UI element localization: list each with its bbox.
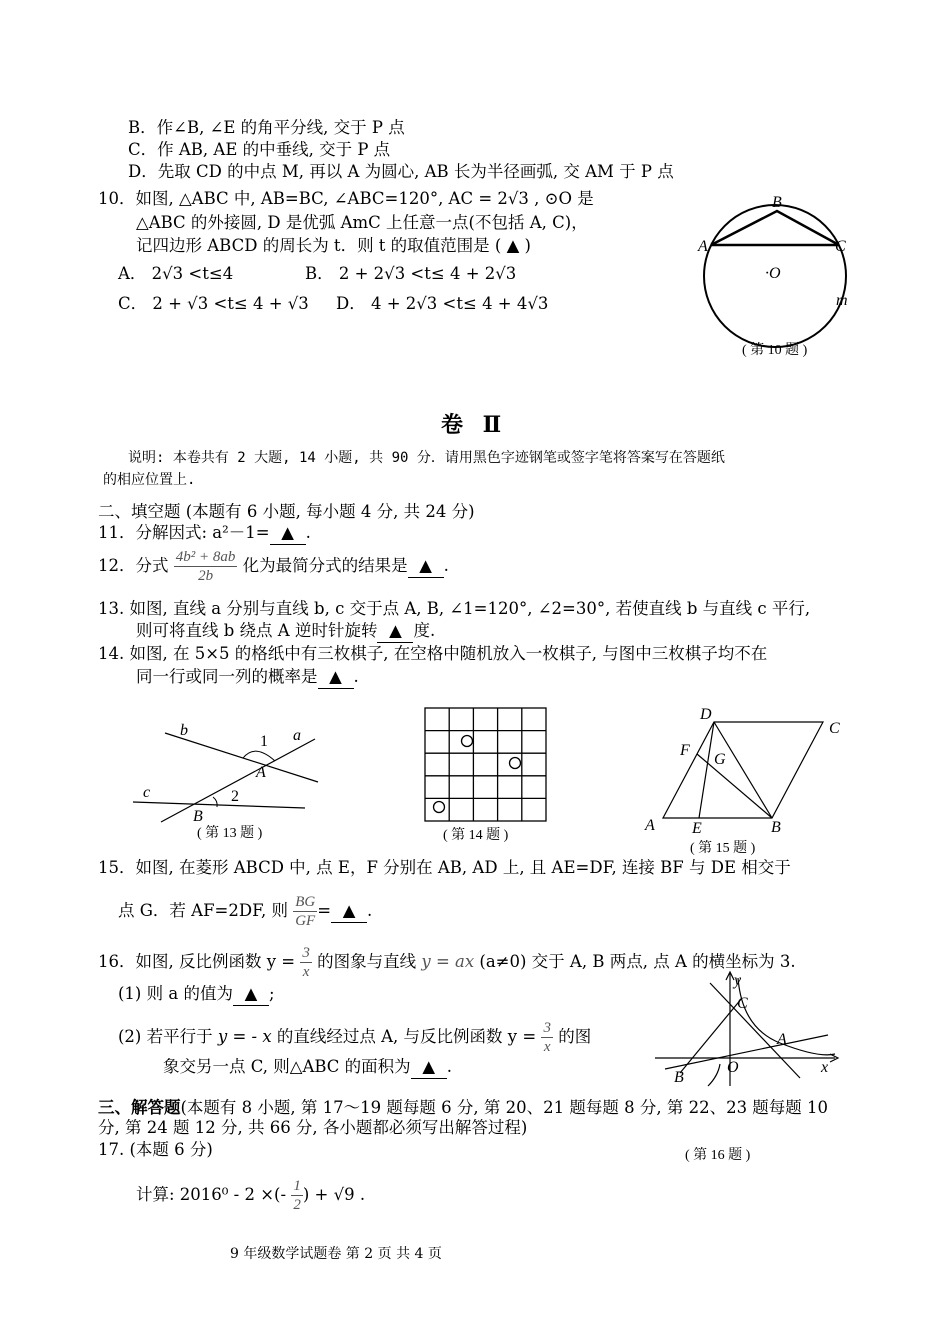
page-footer: 9 年级数学试题卷 第 2 页 共 4 页	[230, 1246, 442, 1262]
svg-text:A: A	[256, 764, 266, 781]
q9-option-c: C．作 AB, AE 的中垂线, 交于 P 点	[128, 140, 391, 159]
fill-header: 二、填空题 (本题有 6 小题, 每小题 4 分, 共 24 分)	[98, 502, 475, 521]
q16-line1: 16．如图, 反比例函数 y = $\frac{3}{x}$ 的图象与直线 y = ax (a≠0) 交于 A, B 两点, 点 A 的横坐标为 3.	[98, 945, 796, 980]
svg-text:F: F	[680, 742, 690, 759]
q16-blank-2: ▲	[411, 1056, 447, 1079]
fig10-label-a: A	[698, 238, 708, 255]
q10-option-c: C． 2 + √3 <t≤ 4 + √3	[118, 294, 309, 313]
figure-14	[420, 703, 555, 823]
q10-option-a: A． 2√3 <t≤4	[118, 264, 234, 283]
q14-line1: 14. 如图, 在 5×5 的格纸中有三枚棋子, 在空格中随机放入一枚棋子, 与图中三枚棋子均不在	[98, 644, 768, 663]
q14-blank: ▲	[318, 666, 354, 689]
q12-fraction: $\frac{\text{4b² + 8ab}}{2b}$	[175, 549, 236, 584]
q9-option-d: D．先取 CD 的中点 M, 再以 A 为圆心, AB 长为半径画弧, 交 AM 于 P 点	[128, 162, 674, 181]
q9-option-b: B．作∠B, ∠E 的角平分线, 交于 P 点	[128, 118, 405, 137]
svg-text:c: c	[143, 784, 151, 801]
q11-text: 11．分解因式: a²－1=	[98, 523, 270, 542]
fig10-label-c: C	[835, 238, 846, 255]
fig10-label-m: m	[836, 292, 848, 309]
svg-text:a: a	[293, 727, 301, 744]
answer-header-2: 分, 第 24 题 12 分, 共 66 分, 各小题都必须写出解答过程)	[98, 1118, 528, 1137]
chess-piece	[510, 758, 521, 769]
answer-header: 三、解答题(本题有 8 小题, 第 17～19 题每题 6 分, 第 20、21 题每题 8 分, 第 22、23 题每题 10	[98, 1098, 829, 1117]
q16-blank-1: ▲	[233, 983, 269, 1006]
fig10-label-b: B	[772, 194, 782, 211]
q17-calc: 计算: 2016⁰ - 2 ×(- $\frac{1}{2}$ ) + √9 .	[136, 1178, 366, 1213]
q10-option-d: D． 4 + 2√3 <t≤ 4 + 4√3	[336, 294, 549, 313]
q15-fraction: $\frac{BG}{GF}$	[295, 894, 316, 929]
chess-piece	[434, 802, 445, 813]
q10-line3: 记四边形 ABCD 的周长为 t．则 t 的取值范围是 ( ▲ )	[136, 236, 531, 255]
svg-text:1: 1	[260, 733, 268, 750]
section-title: 卷 Ⅱ	[441, 412, 508, 438]
svg-text:G: G	[714, 751, 726, 768]
fig10-caption: ( 第 10 题 )	[742, 343, 808, 358]
section-note-2: 的相应位置上.	[103, 472, 196, 488]
q17-title: 17. (本题 6 分)	[98, 1140, 213, 1159]
q11-blank: ▲	[270, 522, 306, 545]
svg-text:E: E	[692, 820, 702, 837]
q15-line1: 15．如图, 在菱形 ABCD 中, 点 E，F 分别在 AB, AD 上, 且 AE=DF, 连接 BF 与 DE 相交于	[98, 858, 791, 877]
fig13-caption: ( 第 13 题 )	[197, 826, 263, 841]
svg-text:B: B	[771, 819, 781, 836]
q10-option-b: B． 2 + 2√3 <t≤ 4 + 2√3	[305, 264, 517, 283]
svg-text:B: B	[674, 1069, 684, 1086]
svg-text:x: x	[821, 1059, 829, 1076]
q10-line2: △ABC 的外接圆, D 是优弧 AmC 上任意一点(不包括 A, C)，	[136, 213, 588, 232]
q16-part2: (2) 若平行于 y = - x 的直线经过点 A, 与反比例函数 y = $\frac{3}{x}$ 的图	[118, 1020, 592, 1055]
figure-16	[650, 968, 845, 1090]
figure-13	[125, 715, 325, 830]
svg-text:D: D	[700, 706, 712, 723]
svg-text:b: b	[180, 722, 188, 739]
svg-text:O: O	[727, 1059, 739, 1076]
fig10-label-o: ·O	[765, 265, 781, 282]
q12-post: 化为最简分式的结果是	[242, 556, 408, 575]
svg-text:C: C	[737, 995, 748, 1012]
q13-line2: 则可将直线 b 绕点 A 逆时针旋转 ▲ 度.	[136, 620, 435, 643]
q14-line2: 同一行或同一列的概率是 ▲ .	[136, 666, 359, 689]
q11: 11．分解因式: a²－1= ▲ .	[98, 522, 311, 545]
q12: 12．分式 $\frac{\text{4b² + 8ab}}{2b}$ 化为最简分式的结果是 ▲ .	[98, 549, 449, 584]
svg-text:y: y	[734, 972, 742, 989]
q16-part1: (1) 则 a 的值为 ▲ ;	[118, 983, 275, 1006]
section-note-1: 说明: 本卷共有 2 大题, 14 小题, 共 90 分．请用黑色字迹钢笔或签字笔将答案写在答题纸	[128, 450, 725, 466]
q12-blank: ▲	[408, 555, 444, 578]
q16-part3: 象交另一点 C, 则△ABC 的面积为 ▲ .	[163, 1056, 452, 1079]
fig14-caption: ( 第 14 题 )	[443, 828, 509, 843]
q13-line1: 13. 如图, 直线 a 分别与直线 b, c 交于点 A, B, ∠1=120°, ∠2=30°, 若使直线 b 与直线 c 平行,	[98, 599, 811, 618]
fig16-caption: ( 第 16 题 )	[685, 1148, 751, 1163]
figure-15	[640, 700, 855, 840]
q13-blank: ▲	[377, 620, 413, 643]
svg-text:2: 2	[231, 788, 239, 805]
q12-pre: 12．分式	[98, 556, 169, 575]
q15-line2: 点 G．若 AF=2DF, 则 $\frac{BG}{GF}$ = ▲ .	[118, 894, 373, 929]
q15-blank: ▲	[331, 900, 367, 923]
svg-text:B: B	[193, 808, 203, 825]
svg-text:A: A	[777, 1031, 787, 1048]
fig15-caption: ( 第 15 题 )	[690, 841, 756, 856]
svg-text:C: C	[829, 720, 840, 737]
svg-text:A: A	[645, 817, 655, 834]
q10-line1: 10．如图, △ABC 中, AB=BC, ∠ABC=120°, AC = 2√3 , ⊙O 是	[98, 189, 594, 208]
chess-piece	[462, 736, 473, 747]
